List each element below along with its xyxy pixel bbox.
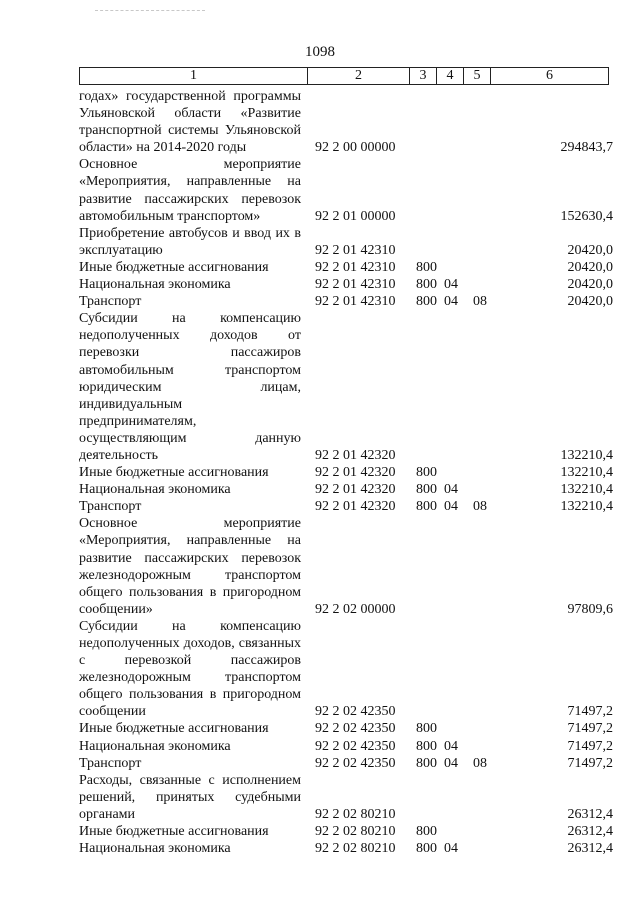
row-amount: 71497,2 xyxy=(567,704,613,720)
row-name: Субсидии на компенсацию недополученных доходов, связанных с перевозкой пассажиров железнодорожным транспортом общего пользования в пригородном сообщении xyxy=(79,618,301,720)
row-name: годах» государственной программы Ульяновской области «Развитие транспортной системы Ульяновской области» на 2014-2020 годы xyxy=(79,89,301,156)
header-col-3: 3 xyxy=(410,68,437,85)
row-name: Транспорт xyxy=(79,499,142,515)
table-row xyxy=(79,772,615,823)
row-amount: 26312,4 xyxy=(567,841,613,857)
table-row xyxy=(79,310,615,464)
header-col-5: 5 xyxy=(464,68,491,85)
row-expense-type: 800 xyxy=(416,294,437,310)
row-amount: 294843,7 xyxy=(560,140,613,156)
table-header xyxy=(79,67,609,85)
row-expense-type: 800 xyxy=(416,482,437,498)
header-col-1: 1 xyxy=(80,68,308,85)
row-amount: 26312,4 xyxy=(567,824,613,840)
table-row xyxy=(79,481,615,498)
table-row xyxy=(79,618,615,721)
row-amount: 20420,0 xyxy=(567,242,613,258)
scan-artifact xyxy=(95,10,205,13)
row-amount: 132210,4 xyxy=(560,499,613,515)
row-code: 92 2 01 42310 xyxy=(315,242,396,258)
row-name: Основное мероприятие «Мероприятия, направленные на развитие пассажирских перевозок железнодорожным транспортом общего пользования в пригородном сообщении» xyxy=(79,516,301,617)
row-name: Транспорт xyxy=(79,755,142,771)
row-subsection: 08 xyxy=(473,499,487,515)
table-row xyxy=(79,156,615,224)
row-code: 92 2 01 42310 xyxy=(315,294,396,310)
row-expense-type: 800 xyxy=(416,277,437,293)
row-name: Иные бюджетные ассигнования xyxy=(79,721,269,737)
header-col-4: 4 xyxy=(437,68,464,85)
table-body xyxy=(79,88,615,857)
row-name: Национальная экономика xyxy=(79,738,231,754)
row-code: 92 2 01 42320 xyxy=(315,482,396,498)
row-amount: 71497,2 xyxy=(567,755,613,771)
row-code: 92 2 02 80210 xyxy=(315,806,396,822)
table-row xyxy=(79,720,615,737)
header-col-6: 6 xyxy=(491,68,609,85)
table-row xyxy=(79,88,615,156)
row-section: 04 xyxy=(444,499,458,515)
row-amount: 26312,4 xyxy=(567,806,613,822)
row-expense-type: 800 xyxy=(416,755,437,771)
header-col-2: 2 xyxy=(308,68,410,85)
table-row xyxy=(79,464,615,481)
row-code: 92 2 01 42320 xyxy=(315,465,396,481)
row-name: Расходы, связанные с исполнением решений, принятых судебными органами xyxy=(79,772,301,822)
row-name: Национальная экономика xyxy=(79,482,231,498)
row-amount: 132210,4 xyxy=(560,482,613,498)
row-code: 92 2 02 42350 xyxy=(315,721,396,737)
row-code: 92 2 01 42320 xyxy=(315,447,396,463)
row-amount: 20420,0 xyxy=(567,277,613,293)
row-name: Национальная экономика xyxy=(79,277,231,293)
row-section: 04 xyxy=(444,277,458,293)
row-name: Основное мероприятие «Мероприятия, направленные на развитие пассажирских перевозок автомобильным транспортом» xyxy=(79,157,301,224)
table-row xyxy=(79,738,615,755)
row-name: Иные бюджетные ассигнования xyxy=(79,465,269,481)
row-subsection: 08 xyxy=(473,294,487,310)
row-code: 92 2 01 00000 xyxy=(315,208,396,224)
row-code: 92 2 02 42350 xyxy=(315,738,396,754)
row-section: 04 xyxy=(444,482,458,498)
table-row xyxy=(79,840,615,857)
table-row xyxy=(79,276,615,293)
row-amount: 71497,2 xyxy=(567,721,613,737)
row-expense-type: 800 xyxy=(416,841,437,857)
page-number: 1098 xyxy=(305,44,335,60)
row-name: Национальная экономика xyxy=(79,841,231,857)
table-row xyxy=(79,259,615,276)
row-amount: 152630,4 xyxy=(560,208,613,224)
row-expense-type: 800 xyxy=(416,824,437,840)
row-name: Приобретение автобусов и ввод их в эксплуатацию xyxy=(79,225,301,258)
row-code: 92 2 01 42310 xyxy=(315,277,396,293)
row-section: 04 xyxy=(444,738,458,754)
table-row xyxy=(79,515,615,618)
row-code: 92 2 02 80210 xyxy=(315,824,396,840)
row-code: 92 2 02 80210 xyxy=(315,841,396,857)
row-expense-type: 800 xyxy=(416,738,437,754)
row-section: 04 xyxy=(444,755,458,771)
row-expense-type: 800 xyxy=(416,465,437,481)
row-subsection: 08 xyxy=(473,755,487,771)
table-row xyxy=(79,293,615,310)
row-amount: 20420,0 xyxy=(567,294,613,310)
row-amount: 132210,4 xyxy=(560,447,613,463)
row-section: 04 xyxy=(444,294,458,310)
row-code: 92 2 02 42350 xyxy=(315,704,396,720)
row-code: 92 2 02 42350 xyxy=(315,755,396,771)
row-name: Транспорт xyxy=(79,294,142,310)
row-amount: 71497,2 xyxy=(567,738,613,754)
row-amount: 20420,0 xyxy=(567,259,613,275)
row-amount: 132210,4 xyxy=(560,465,613,481)
row-code: 92 2 01 42320 xyxy=(315,499,396,515)
row-code: 92 2 02 00000 xyxy=(315,601,396,617)
row-expense-type: 800 xyxy=(416,259,437,275)
row-code: 92 2 00 00000 xyxy=(315,140,396,156)
row-section: 04 xyxy=(444,841,458,857)
row-amount: 97809,6 xyxy=(567,601,613,617)
table-row xyxy=(79,755,615,772)
table-row xyxy=(79,823,615,840)
row-name: Иные бюджетные ассигнования xyxy=(79,824,269,840)
row-name: Субсидии на компенсацию недополученных доходов от перевозки пассажиров автомобильным транспортом юридическим лицам, индивидуальным предпринимателям, осуществляющим данную деятельность xyxy=(79,311,301,463)
row-name: Иные бюджетные ассигнования xyxy=(79,259,269,275)
row-expense-type: 800 xyxy=(416,721,437,737)
row-expense-type: 800 xyxy=(416,499,437,515)
table-row xyxy=(79,225,615,259)
row-code: 92 2 01 42310 xyxy=(315,259,396,275)
table-row xyxy=(79,498,615,515)
